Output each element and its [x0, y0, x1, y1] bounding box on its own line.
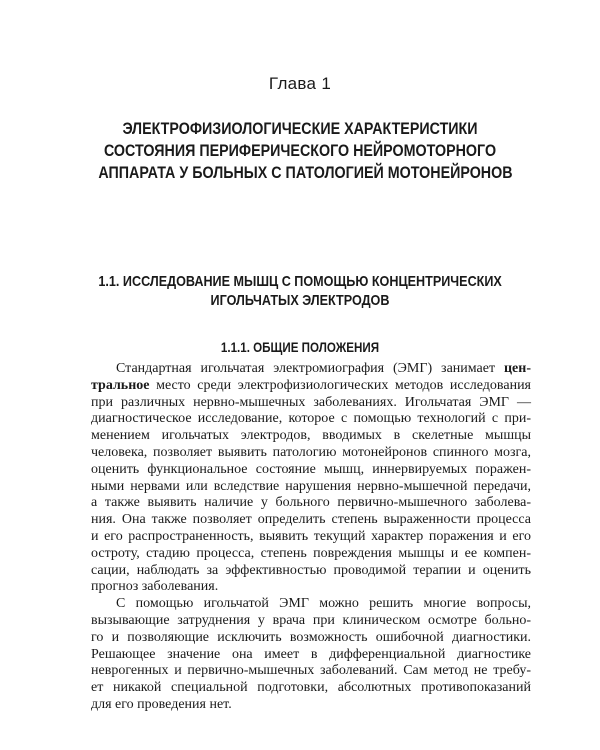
paragraph-line: и его распространенность, выявить текущий характер поражения и его: [91, 528, 531, 544]
paragraph-line: ными нервами или вследствие нарушения нервно-мышечной передачи,: [91, 478, 531, 494]
section-title-line: 1.1. ИССЛЕДОВАНИЕ МЫШЦ С ПОМОЩЬЮ КОНЦЕНТРИЧЕСКИХ: [98, 273, 502, 290]
subsection-title: 1.1.1. ОБЩИЕ ПОЛОЖЕНИЯ: [220, 340, 380, 355]
paragraph-line: при различных нервно-мышечных заболеваниях. Игольчатая ЭМГ —: [91, 394, 531, 410]
paragraph-line: С помощью игольчатой ЭМГ можно решить многие вопросы,: [116, 596, 531, 612]
paragraph-line: менением игольчатых электродов, вводимых в скелетные мышцы: [91, 428, 531, 444]
paragraph-line: ет никакой специальной подготовки, абсолютных противопоказаний: [91, 680, 531, 696]
emphasized-text: цен-: [503, 361, 531, 376]
text-run: место среди электрофизиологических методов исследования: [149, 377, 531, 393]
paragraph-line: ния. Она также позволяет определить степень выраженности процесса: [91, 512, 531, 528]
paragraph-line: вызывающие затруднения у врача при клиническом осмотре больно-: [91, 612, 531, 628]
paragraph-line: а также выявить наличие у больного первично-мышечного заболева-: [91, 495, 531, 511]
emphasized-text: тральное: [91, 377, 150, 393]
text-run: Стандартная игольчатая электромиография (ЭМГ) занимает: [116, 361, 504, 376]
paragraph-line: Решающее значение она имеет в дифференциальной диагностике: [91, 646, 531, 662]
paragraph-line: неврогенных и первично-мышечных заболеваний. Сам метод не требу-: [91, 663, 531, 679]
paragraph-line: го и позволяющие исключить возможность ошибочной диагностики.: [91, 629, 531, 645]
paragraph-line: диагностическое исследование, которое с помощью технологий с при-: [91, 411, 531, 427]
paragraph-line: сации, наблюдать за эффективностью проводимой терапии и оценить: [91, 562, 531, 578]
chapter-title-line: ЭЛЕКТРОФИЗИОЛОГИЧЕСКИЕ ХАРАКТЕРИСТИКИ: [122, 119, 478, 138]
paragraph-line: оценить функциональное состояние мышц, иннервируемых поражен-: [91, 461, 531, 477]
paragraph-line: [91, 361, 531, 378]
chapter-title-line: АППАРАТА У БОЛЬНЫХ С ПАТОЛОГИЕЙ МОТОНЕЙРОНОВ: [98, 163, 513, 182]
chapter-label: Глава 1: [268, 74, 332, 93]
chapter-title: [98, 118, 513, 184]
chapter-title-line: СОСТОЯНИЯ ПЕРИФЕРИЧЕСКОГО НЕЙРОМОТОРНОГО: [103, 141, 497, 160]
paragraph-line: [91, 378, 531, 395]
paragraph-line: остроту, стадию процесса, степень повреждения мышцы и ее компен-: [91, 545, 531, 561]
body-text: [91, 361, 531, 714]
paragraph-line: прогноз заболевания.: [91, 579, 219, 595]
section-title: [98, 272, 501, 310]
paragraph-line: человека, позволяет выявить патологию мотонейронов спинного мозга,: [91, 444, 531, 460]
paragraph-line: для его проведения нет.: [91, 696, 232, 712]
section-title-line: ИГОЛЬЧАТЫХ ЭЛЕКТРОДОВ: [210, 292, 390, 309]
